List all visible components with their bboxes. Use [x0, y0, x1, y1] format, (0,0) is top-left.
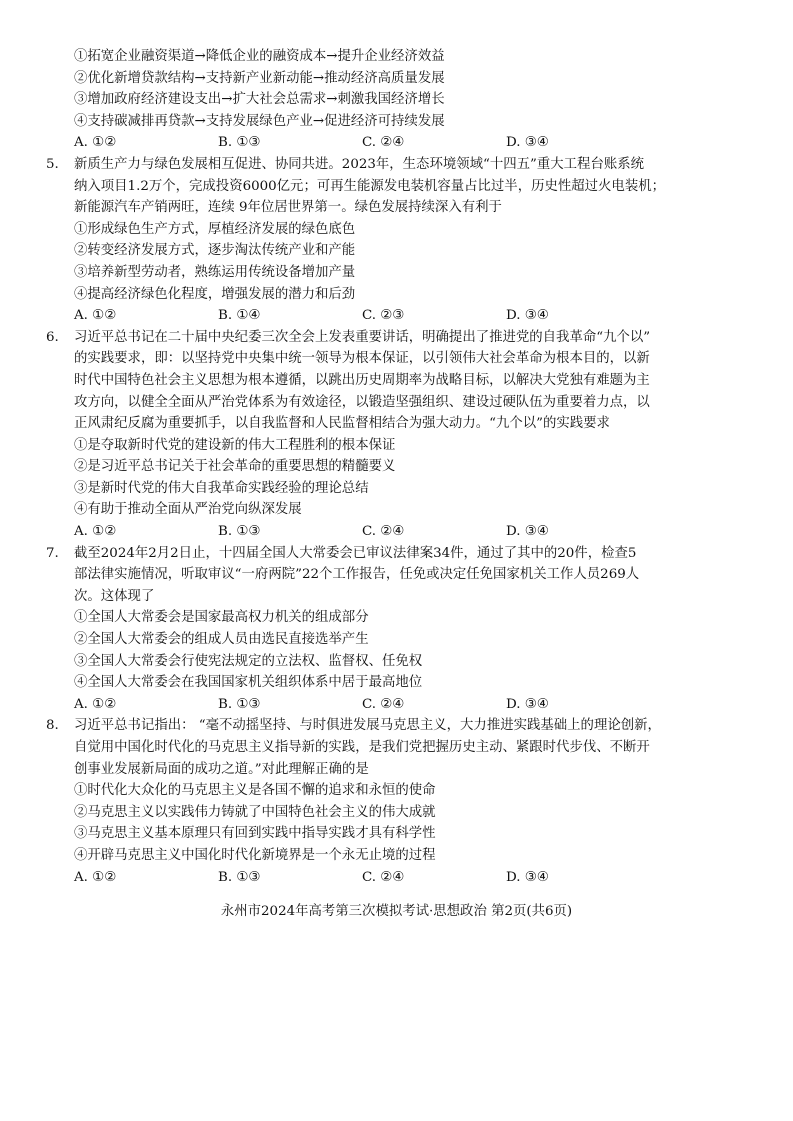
option-line: ③培养新型劳动者，熟练运用传统设备增加产量	[74, 264, 356, 280]
option-line: ②转变经济发展方式，逐步淘汰传统产业和产能	[74, 243, 356, 259]
option-line: ④支持碳减排再贷款→支持发展绿色产业→促进经济可持续发展	[74, 113, 445, 129]
question-7	[46, 543, 758, 716]
choice-b: B. ①③	[218, 696, 261, 712]
option-line: ①时代化大众化的马克思主义是各国不懈的追求和永恒的使命	[74, 783, 436, 799]
page-content	[46, 46, 758, 888]
question-number: 7.	[46, 545, 59, 561]
option-line: ②优化新增贷款结构→支持新产业新动能→推动经济高质量发展	[74, 70, 445, 86]
question-4-continuation	[46, 46, 758, 154]
choice-a: A. ①②	[74, 308, 117, 324]
question-stem-line: 时代中国特色社会主义思想为根本遵循，以跳出历史周期率为战略目标，以解决大党独有难题为主	[74, 372, 650, 388]
option-line: ④全国人大常委会在我国国家机关组织体系中居于最高地位	[74, 675, 423, 691]
question-number: 8.	[46, 718, 59, 734]
question-6	[46, 327, 758, 543]
choice-c: C. ②④	[362, 696, 405, 712]
question-stem-line: 创事业发展新局面的成功之道。”对此理解正确的是	[74, 761, 369, 777]
choice-d: D. ③④	[506, 869, 549, 885]
choice-a: A. ①②	[74, 135, 117, 151]
choice-a: A. ①②	[74, 524, 117, 540]
choice-c: C. ②④	[362, 135, 405, 151]
choice-d: D. ③④	[506, 308, 549, 324]
choice-d: D. ③④	[506, 135, 549, 151]
option-line: ④开辟马克思主义中国化时代化新境界是一个永无止境的过程	[74, 847, 436, 863]
question-number: 5.	[46, 156, 59, 172]
option-line: ②马克思主义以实践伟力铸就了中国特色社会主义的伟大成就	[74, 804, 436, 820]
question-stem-line: 攻方向，以健全全面从严治党体系为有效途径，以锻造坚强组织、建设过硬队伍为重要着力点，以	[74, 394, 650, 410]
question-number: 6.	[46, 329, 59, 345]
option-line: ③是新时代党的伟大自我革命实践经验的理论总结	[74, 480, 369, 496]
option-line: ④提高经济绿色化程度，增强发展的潜力和后劲	[74, 286, 356, 302]
choice-c: C. ②④	[362, 524, 405, 540]
question-stem-line: 自觉用中国化时代化的马克思主义指导新的实践，是我们党把握历史主动、紧跟时代步伐、不断开	[74, 740, 650, 755]
answer-choices	[46, 132, 758, 154]
choice-d: D. ③④	[506, 696, 549, 712]
option-line: ②全国人大常委会的组成人员由选民直接选举产生	[74, 632, 369, 648]
question-stem-line: 次。这体现了	[74, 588, 155, 604]
choice-b: B. ①③	[218, 524, 261, 540]
answer-choices	[46, 521, 758, 543]
question-stem-line: 新能源汽车产销两旺，连续 9年位居世界第一。绿色发展持续深入有利于	[74, 200, 502, 216]
choice-a: A. ①②	[74, 869, 117, 885]
option-line: ③全国人大常委会行使宪法规定的立法权、监督权、任免权	[74, 653, 423, 669]
question-stem: 新质生产力与绿色发展相互促进、协同共进。2023年，生态环境领域“十四五”重大工程台账系统	[74, 156, 645, 172]
choice-b: B. ①③	[218, 135, 261, 151]
answer-choices	[46, 867, 758, 889]
option-line: ③马克思主义基本原理只有回到实践中指导实践才具有科学性	[74, 826, 436, 842]
choice-b: B. ①④	[218, 308, 261, 324]
question-8	[46, 715, 758, 888]
option-line: ③增加政府经济建设支出→扩大社会总需求→刺激我国经济增长	[74, 92, 445, 108]
option-line: ②是习近平总书记关于社会革命的重要思想的精髓要义	[74, 459, 396, 475]
question-stem: 习近平总书记在二十届中央纪委三次全会上发表重要讲话，明确提出了推进党的自我革命“九个以”	[74, 329, 651, 345]
option-line: ①全国人大常委会是国家最高权力机关的组成部分	[74, 610, 369, 626]
page-footer: 永州市2024年高考第三次模拟考试·思想政治 第2页(共6页)	[220, 904, 573, 919]
question-stem-line: 的实践要求，即：以坚持党中央集中统一领导为根本保证，以引领伟大社会革命为根本目的，以新	[74, 351, 650, 367]
question-stem: 习近平总书记指出： “毫不动摇坚持、与时俱进发展马克思主义，大力推进实践基础上的理论创新，	[74, 718, 661, 734]
option-line: ①是夺取新时代党的建设新的伟大工程胜利的根本保证	[74, 437, 396, 453]
question-stem-line: 纳入项目1.2万个，完成投资6000亿元；可再生能源发电装机容量占比过半，历史性超过火电装机；	[74, 178, 665, 194]
option-line: ①形成绿色生产方式，厚植经济发展的绿色底色	[74, 221, 356, 237]
choice-b: B. ①③	[218, 869, 261, 885]
choice-a: A. ①②	[74, 696, 117, 712]
question-5	[46, 154, 758, 327]
question-stem: 截至2024年2月2日止，十四届全国人大常委会已审议法律案34件，通过了其中的20件，检查5	[74, 545, 637, 561]
option-line: ④有助于推动全面从严治党向纵深发展	[74, 502, 302, 518]
answer-choices	[46, 305, 758, 327]
choice-c: C. ②④	[362, 869, 405, 885]
question-stem-line: 正风肃纪反腐为重要抓手，以自我监督和人民监督相结合为强大动力。“九个以”的实践要求	[74, 416, 610, 432]
choice-d: D. ③④	[506, 524, 549, 540]
question-stem-line: 部法律实施情况，听取审议“一府两院”22个工作报告，任免或决定任免国家机关工作人员269人	[74, 567, 640, 583]
option-line: ①拓宽企业融资渠道→降低企业的融资成本→提升企业经济效益	[74, 49, 445, 64]
answer-choices	[46, 694, 758, 716]
choice-c: C. ②③	[362, 308, 405, 324]
